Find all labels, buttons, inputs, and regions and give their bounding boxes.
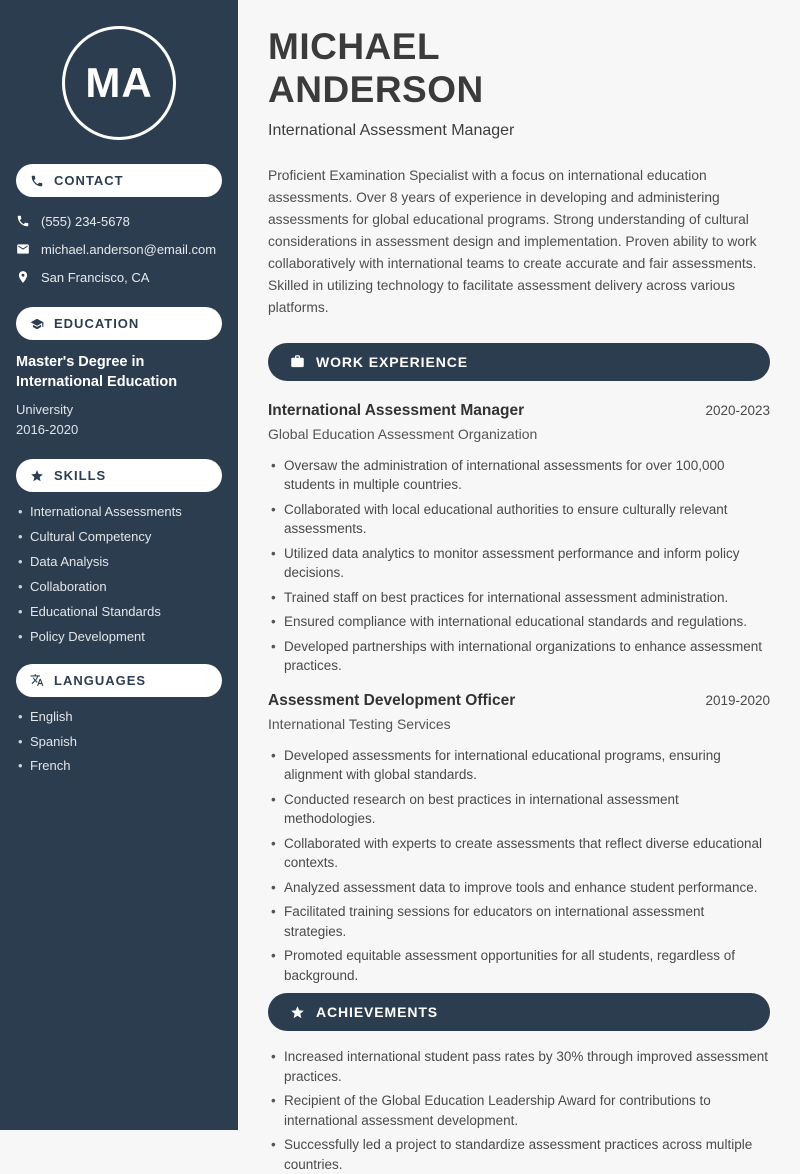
contact-email-row bbox=[16, 235, 222, 263]
phone-icon bbox=[30, 174, 44, 188]
first-name: MICHAEL bbox=[268, 26, 441, 67]
achievements-heading: ACHIEVEMENTS bbox=[316, 1004, 439, 1021]
skills-list bbox=[16, 504, 222, 645]
star-icon bbox=[290, 1005, 305, 1020]
job-dates: 2020-2023 bbox=[705, 402, 770, 418]
job-bullet: • Oversaw the administration of international assessments for over 100,000 students in multiple countries. bbox=[268, 456, 770, 495]
work-experience-section-header bbox=[268, 343, 770, 381]
achievements-list bbox=[268, 1047, 770, 1174]
job-bullet: • Trained staff on best practices for international assessment administration. bbox=[268, 588, 770, 608]
job-bullet: • Developed partnerships with international organizations to enhance assessment practices. bbox=[268, 637, 770, 676]
job-entry bbox=[268, 402, 770, 676]
skill-item: • Data Analysis bbox=[16, 554, 222, 570]
job-company: Global Education Assessment Organization bbox=[268, 425, 538, 442]
location-value: San Francisco, CA bbox=[41, 269, 150, 285]
language-item: • English bbox=[16, 709, 222, 725]
phone-icon bbox=[16, 214, 30, 228]
language-item: • Spanish bbox=[16, 734, 222, 750]
job-company: International Testing Services bbox=[268, 715, 451, 732]
job-title: International Assessment Manager bbox=[268, 401, 525, 419]
achievement-bullet: • Increased international student pass rates by 30% through improved assessment practices. bbox=[268, 1047, 770, 1086]
professional-title: International Assessment Manager bbox=[268, 121, 515, 139]
languages-list bbox=[16, 709, 222, 775]
skills-section-header bbox=[16, 459, 222, 492]
skill-item: • Collaboration bbox=[16, 579, 222, 595]
skill-item: • International Assessments bbox=[16, 504, 222, 520]
education-heading: EDUCATION bbox=[54, 316, 140, 331]
work-experience-heading: WORK EXPERIENCE bbox=[316, 353, 468, 370]
education-section-header bbox=[16, 307, 222, 340]
main-content bbox=[238, 0, 800, 1172]
avatar bbox=[62, 26, 176, 140]
achievements-section-header bbox=[268, 993, 770, 1031]
job-bullet: • Collaborated with experts to create assessments that reflect diverse educational contexts. bbox=[268, 834, 770, 873]
skill-item: • Cultural Competency bbox=[16, 529, 222, 545]
achievement-bullet: • Successfully led a project to standardize assessment practices across multiple countries. bbox=[268, 1135, 770, 1174]
languages-section-header bbox=[16, 664, 222, 697]
translate-icon bbox=[30, 673, 44, 687]
education-degree: Master's Degree in International Education bbox=[16, 354, 178, 390]
job-bullet: • Analyzed assessment data to improve tools and enhance student performance. bbox=[268, 878, 770, 898]
contact-section-header bbox=[16, 164, 222, 197]
page-title bbox=[268, 26, 770, 112]
email-icon bbox=[16, 242, 30, 256]
education-years: 2016-2020 bbox=[16, 421, 79, 437]
contact-list bbox=[16, 207, 222, 291]
briefcase-icon bbox=[290, 354, 305, 369]
language-item: • French bbox=[16, 758, 222, 774]
location-pin-icon bbox=[16, 270, 30, 284]
job-entry bbox=[268, 692, 770, 986]
job-bullet: • Facilitated training sessions for educators on international assessment strategies. bbox=[268, 902, 770, 941]
graduation-cap-icon bbox=[30, 317, 44, 331]
contact-heading: CONTACT bbox=[54, 173, 124, 188]
job-bullet: • Ensured compliance with international educational standards and regulations. bbox=[268, 612, 770, 632]
skills-heading: SKILLS bbox=[54, 468, 107, 483]
job-bullet: • Developed assessments for international educational programs, ensuring alignment with global standards. bbox=[268, 746, 770, 785]
job-bullet-list bbox=[268, 456, 770, 676]
job-bullet: • Collaborated with local educational authorities to ensure culturally relevant assessments. bbox=[268, 500, 770, 539]
education-school: University bbox=[16, 402, 74, 417]
avatar-initials: MA bbox=[85, 59, 153, 106]
job-bullet: • Conducted research on best practices in international assessment methodologies. bbox=[268, 790, 770, 829]
last-name: ANDERSON bbox=[268, 68, 484, 110]
star-icon bbox=[30, 469, 44, 483]
sidebar bbox=[0, 0, 238, 1130]
job-dates: 2019-2020 bbox=[705, 692, 770, 708]
job-header bbox=[268, 402, 770, 420]
phone-value: (555) 234-5678 bbox=[41, 213, 130, 229]
contact-location-row bbox=[16, 263, 222, 291]
skill-item: • Policy Development bbox=[16, 629, 222, 645]
summary-paragraph: Proficient Examination Specialist with a focus on international education assessments. Over 8 years of experience in developing and administering assessments for global educational programs. Strong understanding of cultural considerations in assessment design and implementation. Proven ability to work collaboratively with international teams to create accurate and fair assessments. Skilled in utilizing technology to facilitate assessment delivery across various platforms. bbox=[268, 167, 757, 315]
achievement-bullet: • Recipient of the Global Education Leadership Award for contributions to international assessment development. bbox=[268, 1091, 770, 1130]
email-value: michael.anderson@email.com bbox=[41, 241, 217, 257]
languages-heading: LANGUAGES bbox=[54, 672, 147, 688]
skill-item: • Educational Standards bbox=[16, 604, 222, 620]
job-header bbox=[268, 692, 770, 710]
contact-phone-row bbox=[16, 207, 222, 235]
job-bullet-list bbox=[268, 746, 770, 986]
job-bullet: • Promoted equitable assessment opportunities for all students, regardless of background. bbox=[268, 946, 770, 985]
job-bullet: • Utilized data analytics to monitor assessment performance and inform policy decisions. bbox=[268, 544, 770, 583]
job-title: Assessment Development Officer bbox=[268, 691, 516, 709]
